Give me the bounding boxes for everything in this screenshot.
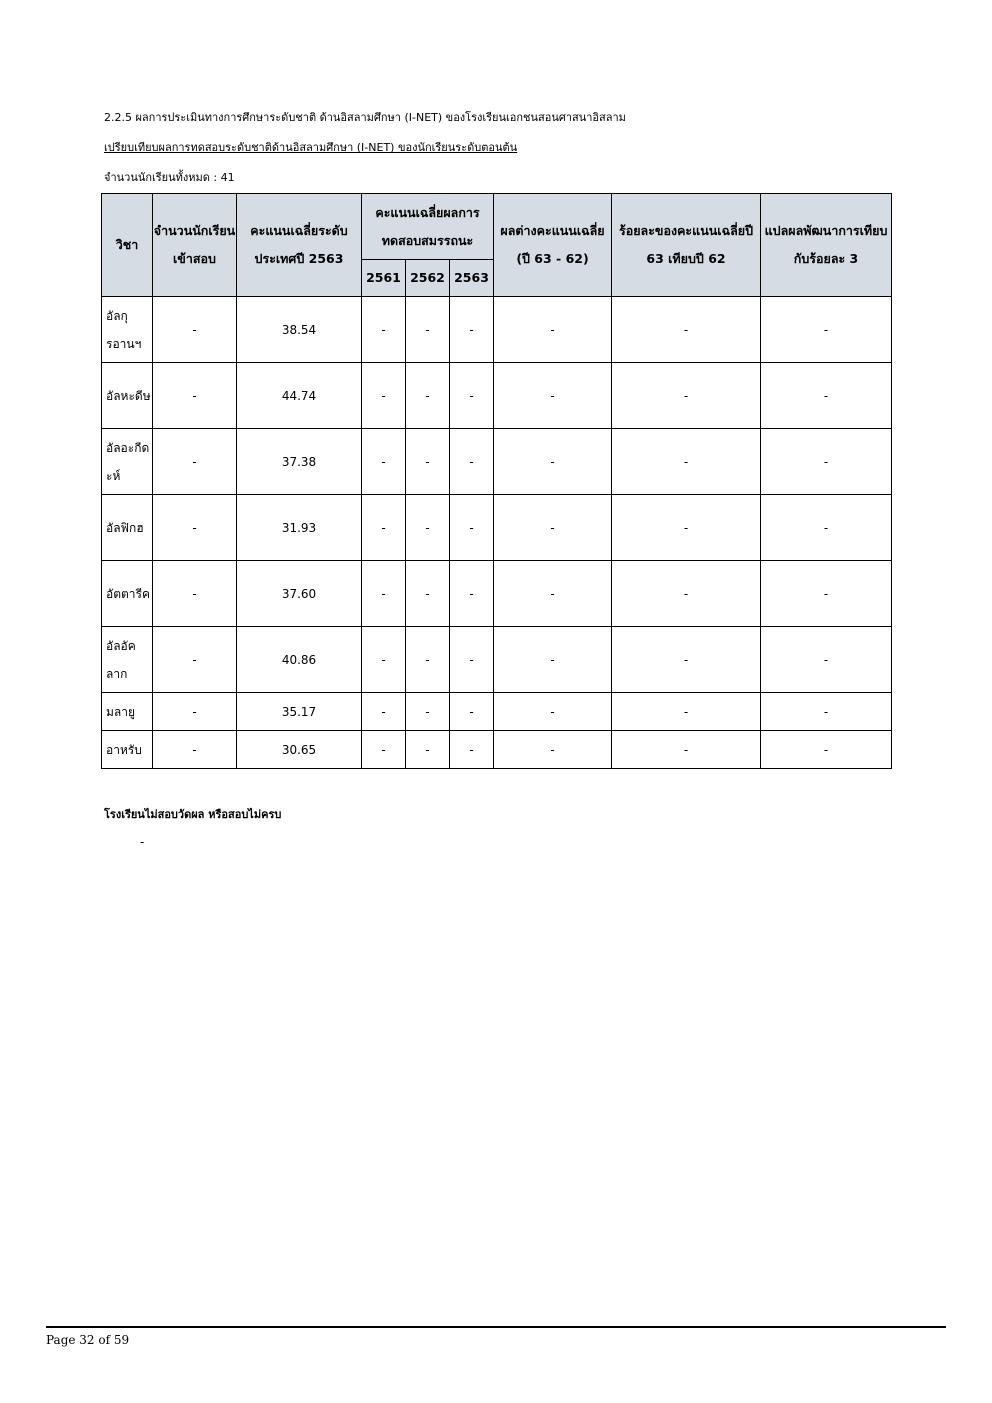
cell-2562: - xyxy=(406,363,450,429)
header-interpret: แปลผลพัฒนาการเทียบกับร้อยละ 3 xyxy=(761,194,892,297)
cell-subject: อัตตารีค xyxy=(102,561,153,627)
page-number: Page 32 of 59 xyxy=(46,1333,130,1347)
cell-percent: - xyxy=(612,561,761,627)
table-row xyxy=(102,627,892,693)
cell-subject: อัลกุรอานฯ xyxy=(102,297,153,363)
header-national-avg: คะแนนเฉลี่ยระดับประเทศปี 2563 xyxy=(237,194,362,297)
cell-interpret: - xyxy=(761,297,892,363)
cell-interpret: - xyxy=(761,731,892,769)
cell-interpret: - xyxy=(761,429,892,495)
cell-2563: - xyxy=(450,363,494,429)
cell-students: - xyxy=(153,731,237,769)
cell-2563: - xyxy=(450,495,494,561)
table-caption xyxy=(104,138,517,156)
cell-2563: - xyxy=(450,429,494,495)
cell-2562: - xyxy=(406,561,450,627)
table-row xyxy=(102,495,892,561)
cell-2561: - xyxy=(362,561,406,627)
cell-2561: - xyxy=(362,363,406,429)
header-subject: วิชา xyxy=(102,194,153,297)
cell-2562: - xyxy=(406,627,450,693)
cell-national: 37.60 xyxy=(237,561,362,627)
cell-diff: - xyxy=(494,627,612,693)
cell-diff: - xyxy=(494,561,612,627)
cell-2561: - xyxy=(362,429,406,495)
cell-2563: - xyxy=(450,731,494,769)
cell-students: - xyxy=(153,495,237,561)
table-row xyxy=(102,429,892,495)
note-item: - xyxy=(140,835,145,849)
cell-students: - xyxy=(153,561,237,627)
cell-subject: อัลหะดีษ xyxy=(102,363,153,429)
cell-diff: - xyxy=(494,731,612,769)
cell-national: 35.17 xyxy=(237,693,362,731)
cell-percent: - xyxy=(612,429,761,495)
table-row xyxy=(102,731,892,769)
cell-diff: - xyxy=(494,693,612,731)
table-row xyxy=(102,363,892,429)
student-total: จำนวนนักเรียนทั้งหมด : 41 xyxy=(104,171,235,184)
cell-national: 37.38 xyxy=(237,429,362,495)
cell-subject: อัลอะกีดะห์ xyxy=(102,429,153,495)
table-row xyxy=(102,693,892,731)
cell-percent: - xyxy=(612,693,761,731)
cell-interpret: - xyxy=(761,561,892,627)
cell-students: - xyxy=(153,627,237,693)
cell-2561: - xyxy=(362,693,406,731)
cell-diff: - xyxy=(494,495,612,561)
section-heading: 2.2.5 ผลการประเมินทางการศึกษาระดับชาติ ด้านอิสลามศึกษา (I-NET) ของโรงเรียนเอกชนสอนศาสนาอิสลาม xyxy=(104,111,626,124)
cell-subject: อาหรับ xyxy=(102,731,153,769)
cell-2562: - xyxy=(406,495,450,561)
footer-divider xyxy=(46,1326,946,1328)
table-row xyxy=(102,297,892,363)
cell-percent: - xyxy=(612,495,761,561)
cell-students: - xyxy=(153,363,237,429)
cell-subject: มลายู xyxy=(102,693,153,731)
cell-students: - xyxy=(153,693,237,731)
cell-percent: - xyxy=(612,363,761,429)
cell-2563: - xyxy=(450,297,494,363)
header-year-2563: 2563 xyxy=(450,260,494,297)
header-year-2562: 2562 xyxy=(406,260,450,297)
cell-percent: - xyxy=(612,627,761,693)
header-school-avg: คะแนนเฉลี่ยผลการทดสอบสมรรถนะ xyxy=(362,194,494,260)
cell-interpret: - xyxy=(761,693,892,731)
cell-interpret: - xyxy=(761,495,892,561)
cell-interpret: - xyxy=(761,627,892,693)
cell-diff: - xyxy=(494,363,612,429)
cell-2561: - xyxy=(362,495,406,561)
cell-national: 31.93 xyxy=(237,495,362,561)
table-caption-text: เปรียบเทียบผลการทดสอบระดับชาติด้านอิสลามศึกษา (I-NET) ของนักเรียนระดับตอนต้น xyxy=(104,141,518,154)
cell-2562: - xyxy=(406,297,450,363)
cell-national: 44.74 xyxy=(237,363,362,429)
cell-percent: - xyxy=(612,297,761,363)
cell-national: 30.65 xyxy=(237,731,362,769)
cell-2562: - xyxy=(406,429,450,495)
cell-students: - xyxy=(153,429,237,495)
cell-interpret: - xyxy=(761,363,892,429)
cell-2563: - xyxy=(450,627,494,693)
cell-diff: - xyxy=(494,297,612,363)
cell-subject: อัลฟิกฮ xyxy=(102,495,153,561)
header-percent: ร้อยละของคะแนนเฉลี่ยปี 63 เทียบปี 62 xyxy=(612,194,761,297)
note-title: โรงเรียนไม่สอบวัดผล หรือสอบไม่ครบ xyxy=(104,808,282,821)
header-diff: ผลต่างคะแนนเฉลี่ย (ปี 63 - 62) xyxy=(494,194,612,297)
cell-2563: - xyxy=(450,693,494,731)
cell-national: 38.54 xyxy=(237,297,362,363)
cell-2561: - xyxy=(362,297,406,363)
header-students: จำนวนนักเรียนเข้าสอบ xyxy=(153,194,237,297)
header-year-2561: 2561 xyxy=(362,260,406,297)
cell-national: 40.86 xyxy=(237,627,362,693)
cell-students: - xyxy=(153,297,237,363)
cell-2563: - xyxy=(450,561,494,627)
cell-2562: - xyxy=(406,731,450,769)
cell-percent: - xyxy=(612,731,761,769)
cell-2561: - xyxy=(362,627,406,693)
cell-subject: อัลอัคลาก xyxy=(102,627,153,693)
cell-2561: - xyxy=(362,731,406,769)
cell-diff: - xyxy=(494,429,612,495)
cell-2562: - xyxy=(406,693,450,731)
table-row xyxy=(102,561,892,627)
inet-score-table xyxy=(101,193,892,769)
